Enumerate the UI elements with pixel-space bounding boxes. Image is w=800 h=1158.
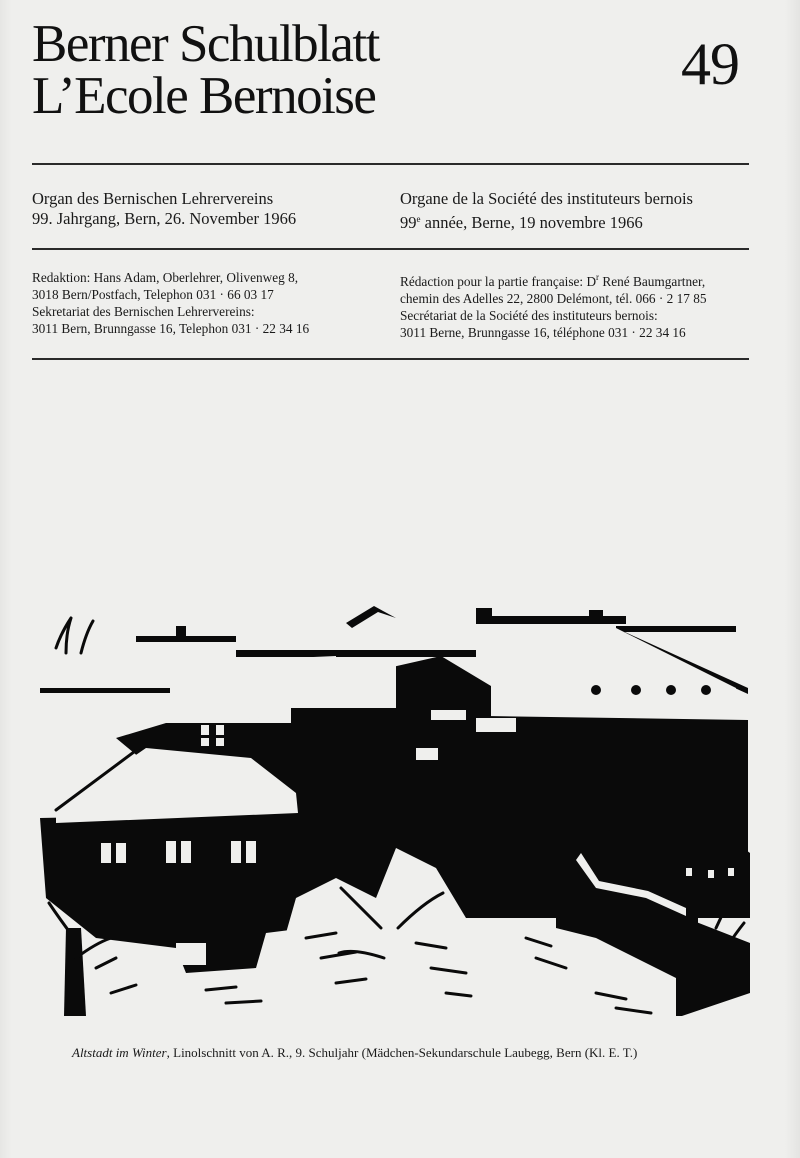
title-french: L’Ecole Bernoise [32,67,376,125]
german-editorial-line: 3018 Bern/Postfach, Telephon 031 · 66 03 17 [32,287,274,302]
french-editorial-line: 3011 Berne, Brunngasse 16, téléphone 031 · 22 34 16 [400,325,686,340]
french-editorial-block [400,269,760,341]
german-volume-date: 99. Jahrgang, Bern, 26. November 1966 [32,209,297,228]
german-editorial-line: Sekretariat des Bernischen Lehrervereins: [32,304,255,319]
french-editorial-rest: René Baumgartner, [599,274,706,289]
divider-top [32,163,749,165]
french-editorial-prefix: Rédaction pour la partie française: D [400,274,597,289]
french-organ-block [400,189,760,233]
french-volume-number: 99 [400,213,417,232]
caption-title: Altstadt im Winter [72,1045,167,1060]
french-organ: Organe de la Société des instituteurs bernois [400,189,693,208]
french-editorial-sup: r [596,272,600,282]
german-editorial-block [32,269,382,337]
divider-bottom [32,358,749,360]
title-german: Berner Schulblatt [32,15,379,73]
french-volume-suffix: e [416,214,421,224]
issue-number: 49 [681,31,739,97]
divider-middle [32,248,749,250]
winter-town-linocut-icon [36,598,750,1016]
french-volume-date [400,209,760,233]
linocut-illustration [36,598,750,1016]
french-editorial-line [400,269,760,290]
french-editorial-line: Secrétariat de la Société des instituteurs bernois: [400,308,658,323]
illustration-caption [72,1045,772,1061]
german-organ: Organ des Bernischen Lehrervereins [32,189,274,208]
german-editorial-line: 3011 Bern, Brunngasse 16, Telephon 031 · 22 34 16 [32,321,310,336]
masthead [32,15,482,125]
german-editorial-line: Redaktion: Hans Adam, Oberlehrer, Olivenweg 8, [32,270,299,285]
french-editorial-line: chemin des Adelles 22, 2800 Delémont, tél. 066 · 2 17 85 [400,291,707,306]
french-volume-rest: année, Berne, 19 novembre 1966 [420,213,643,232]
caption-text: , Linolschnitt von A. R., 9. Schuljahr (Mädchen-Sekundarschule Laubegg, Bern (Kl. E. T.) [166,1045,638,1060]
german-organ-block [32,189,382,229]
